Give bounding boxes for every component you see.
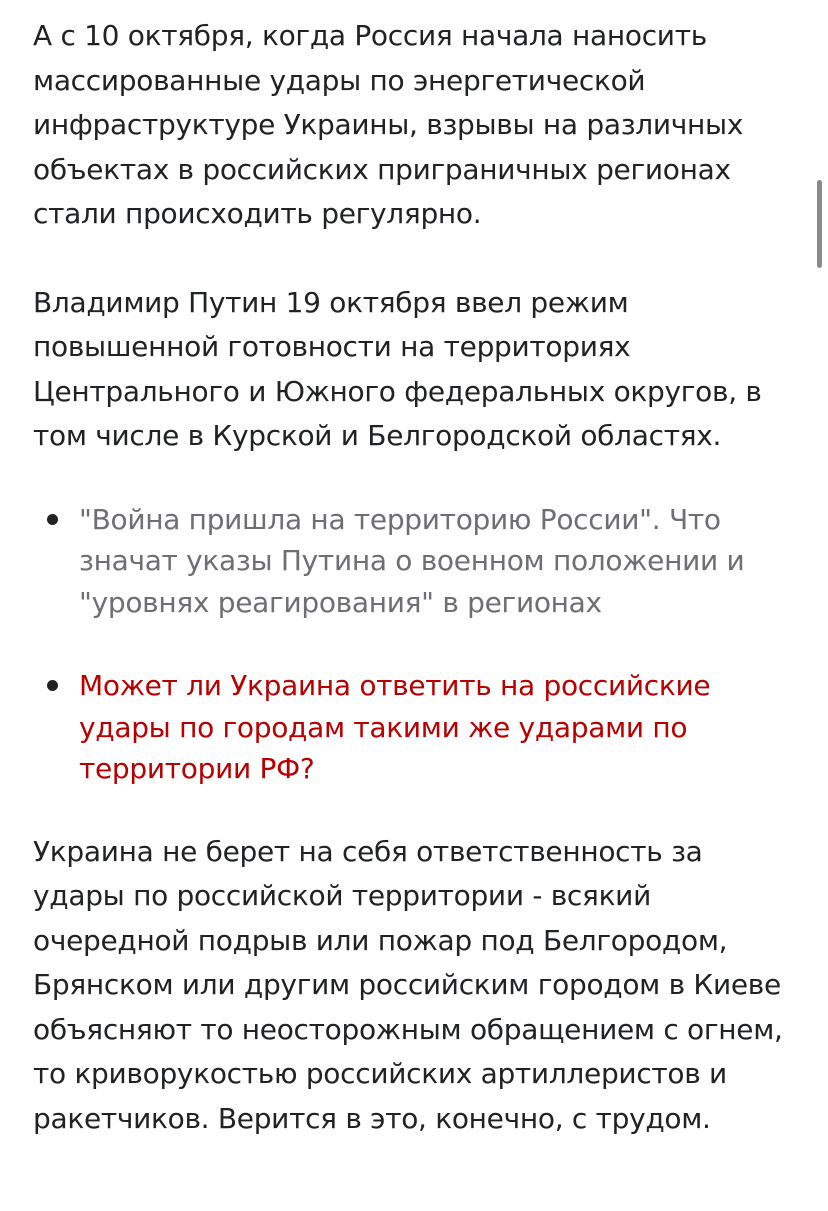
list-item [79, 499, 798, 624]
related-link-ukraine-respond[interactable]: Может ли Украина ответить на российские удары по городам такими же ударами по территории РФ? [79, 669, 711, 785]
article-paragraph: А с 10 октября, когда Россия начала наносить массированные удары по энергетической инфраструктуре Украины, взрывы на различных объектах в российских приграничных регионах стали происходить регулярно. [33, 19, 744, 230]
article-paragraph: Украина не берет на себя ответственность за удары по российской территории - всякий очередной подрыв или пожар под Белгородом, Брянском или другим российским городом в Киеве объясняют то неосторожным обращением с огнем, то криворукостью российских артиллеристов и ракетчиков. Верится в это, конечно, с трудом. [33, 834, 783, 1135]
article-paragraph: Владимир Путин 19 октября ввел режим повышенной готовности на территориях Центрального и Южного федеральных округов, в том числе в Курской и Белгородской областях. [33, 285, 762, 452]
bullet-icon [47, 680, 58, 691]
scrollbar-thumb[interactable] [817, 180, 822, 268]
related-links-list [33, 499, 798, 790]
bullet-icon [47, 514, 58, 525]
related-link-war-came[interactable]: "Война пришла на территорию России". Что значат указы Путина о военном положении и "уровнях реагирования" в регионах [79, 502, 745, 619]
list-item [79, 665, 798, 790]
